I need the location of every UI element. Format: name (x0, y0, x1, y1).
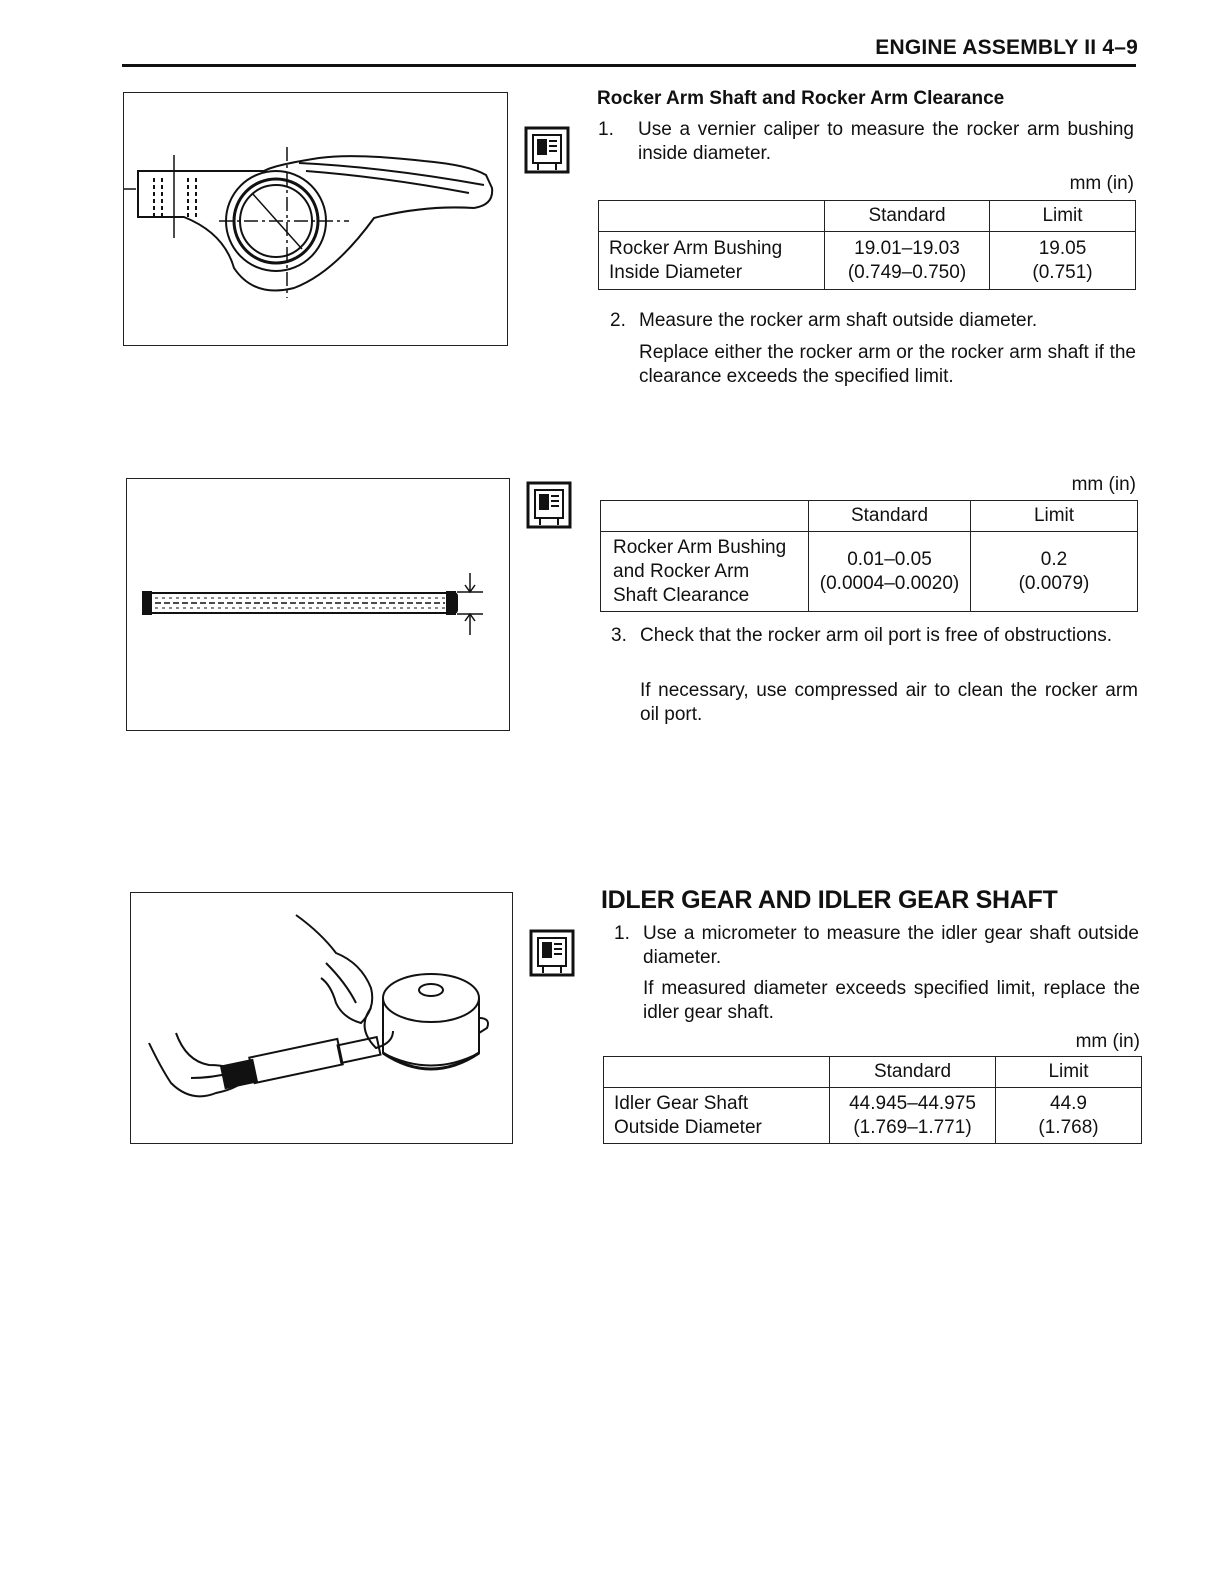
limit-mm: 19.05 (1038, 237, 1087, 259)
table2-unit: mm (in) (1071, 474, 1136, 495)
step-2-shaft-measure (610, 309, 1136, 333)
table-header-limit: Limit (996, 1057, 1142, 1088)
table3-unit: mm (in) (1075, 1031, 1140, 1052)
table1-unit: mm (in) (1069, 173, 1134, 194)
row-label-line: Idler Gear Shaft (614, 1092, 749, 1114)
table-header-empty (604, 1057, 830, 1088)
section-heading-idler-gear: IDLER GEAR AND IDLER GEAR SHAFT (601, 886, 1058, 914)
limit-in: (0.0079) (1018, 572, 1090, 594)
row-label-line: Rocker Arm Bushing (609, 237, 783, 259)
step-number: 2. (610, 310, 626, 331)
step-1-micrometer (614, 922, 1139, 970)
step-1-bushing-measure (598, 118, 1134, 166)
standard-in: (0.749–0.750) (847, 261, 967, 283)
header-rule (122, 64, 1136, 67)
section-heading-rocker-arm: Rocker Arm Shaft and Rocker Arm Clearance (597, 88, 1005, 109)
limit-in: (1.768) (1038, 1116, 1099, 1138)
micrometer-illustration (131, 893, 512, 1143)
standard-in: (0.0004–0.0020) (819, 572, 960, 594)
limit-value (971, 532, 1138, 612)
limit-mm: 44.9 (1050, 1092, 1087, 1114)
table-header-standard: Standard (809, 501, 971, 532)
table-bushing-inside-diameter (598, 200, 1136, 290)
limit-value (990, 232, 1136, 290)
limit-in: (0.751) (1032, 261, 1093, 283)
table-header-limit: Limit (971, 501, 1138, 532)
step-number: 1. (614, 923, 630, 944)
row-label (601, 532, 809, 612)
rocker-shaft-illustration (127, 479, 509, 730)
row-label-line: Shaft Clearance (613, 584, 750, 606)
service-data-icon (529, 929, 575, 977)
row-label-line: Rocker Arm Bushing (613, 536, 787, 558)
table-idler-gear-shaft-diameter (603, 1056, 1142, 1144)
table-header-standard: Standard (830, 1057, 996, 1088)
table-header-limit: Limit (990, 201, 1136, 232)
note-replace-idler-shaft: If measured diameter exceeds specified limit, replace the idler gear shaft. (643, 978, 1140, 1023)
figure-idler-gear-shaft-micrometer (130, 892, 513, 1144)
limit-value (996, 1088, 1142, 1144)
service-data-icon (526, 481, 572, 529)
step-number: 3. (611, 625, 627, 646)
step-number: 1. (598, 119, 614, 140)
step-text: Measure the rocker arm shaft outside diameter. (639, 310, 1038, 331)
standard-value (825, 232, 990, 290)
figure-rocker-arm-bushing (123, 92, 508, 346)
figure-rocker-arm-shaft (126, 478, 510, 731)
service-data-icon (524, 126, 570, 174)
table-header-empty (601, 501, 809, 532)
step-text: Use a micrometer to measure the idler gear shaft outside diameter. (643, 923, 1139, 968)
table-header-empty (599, 201, 825, 232)
standard-value (809, 532, 971, 612)
row-label-line: Outside Diameter (614, 1116, 762, 1138)
note-replace-rocker: Replace either the rocker arm or the rocker arm shaft if the clearance exceeds the specified limit. (639, 342, 1136, 387)
row-label (604, 1088, 830, 1144)
limit-mm: 0.2 (1040, 548, 1068, 570)
step-text: Use a vernier caliper to measure the rocker arm bushing inside diameter. (638, 119, 1134, 164)
note-compressed-air: If necessary, use compressed air to clean the rocker arm oil port. (640, 680, 1138, 725)
standard-mm: 0.01–0.05 (847, 548, 932, 570)
step-text: Check that the rocker arm oil port is free of obstructions. (640, 625, 1113, 646)
page-header-title: ENGINE ASSEMBLY II 4–9 (875, 36, 1138, 59)
standard-in: (1.769–1.771) (853, 1116, 972, 1138)
standard-mm: 19.01–19.03 (854, 237, 960, 259)
rocker-arm-illustration (124, 93, 507, 345)
table-bushing-shaft-clearance (600, 500, 1138, 612)
row-label (599, 232, 825, 290)
table-header-standard: Standard (825, 201, 990, 232)
standard-value (830, 1088, 996, 1144)
standard-mm: 44.945–44.975 (849, 1092, 976, 1114)
row-label-line: and Rocker Arm (613, 560, 750, 582)
step-3-oil-port (611, 624, 1138, 648)
row-label-line: Inside Diameter (609, 261, 743, 283)
